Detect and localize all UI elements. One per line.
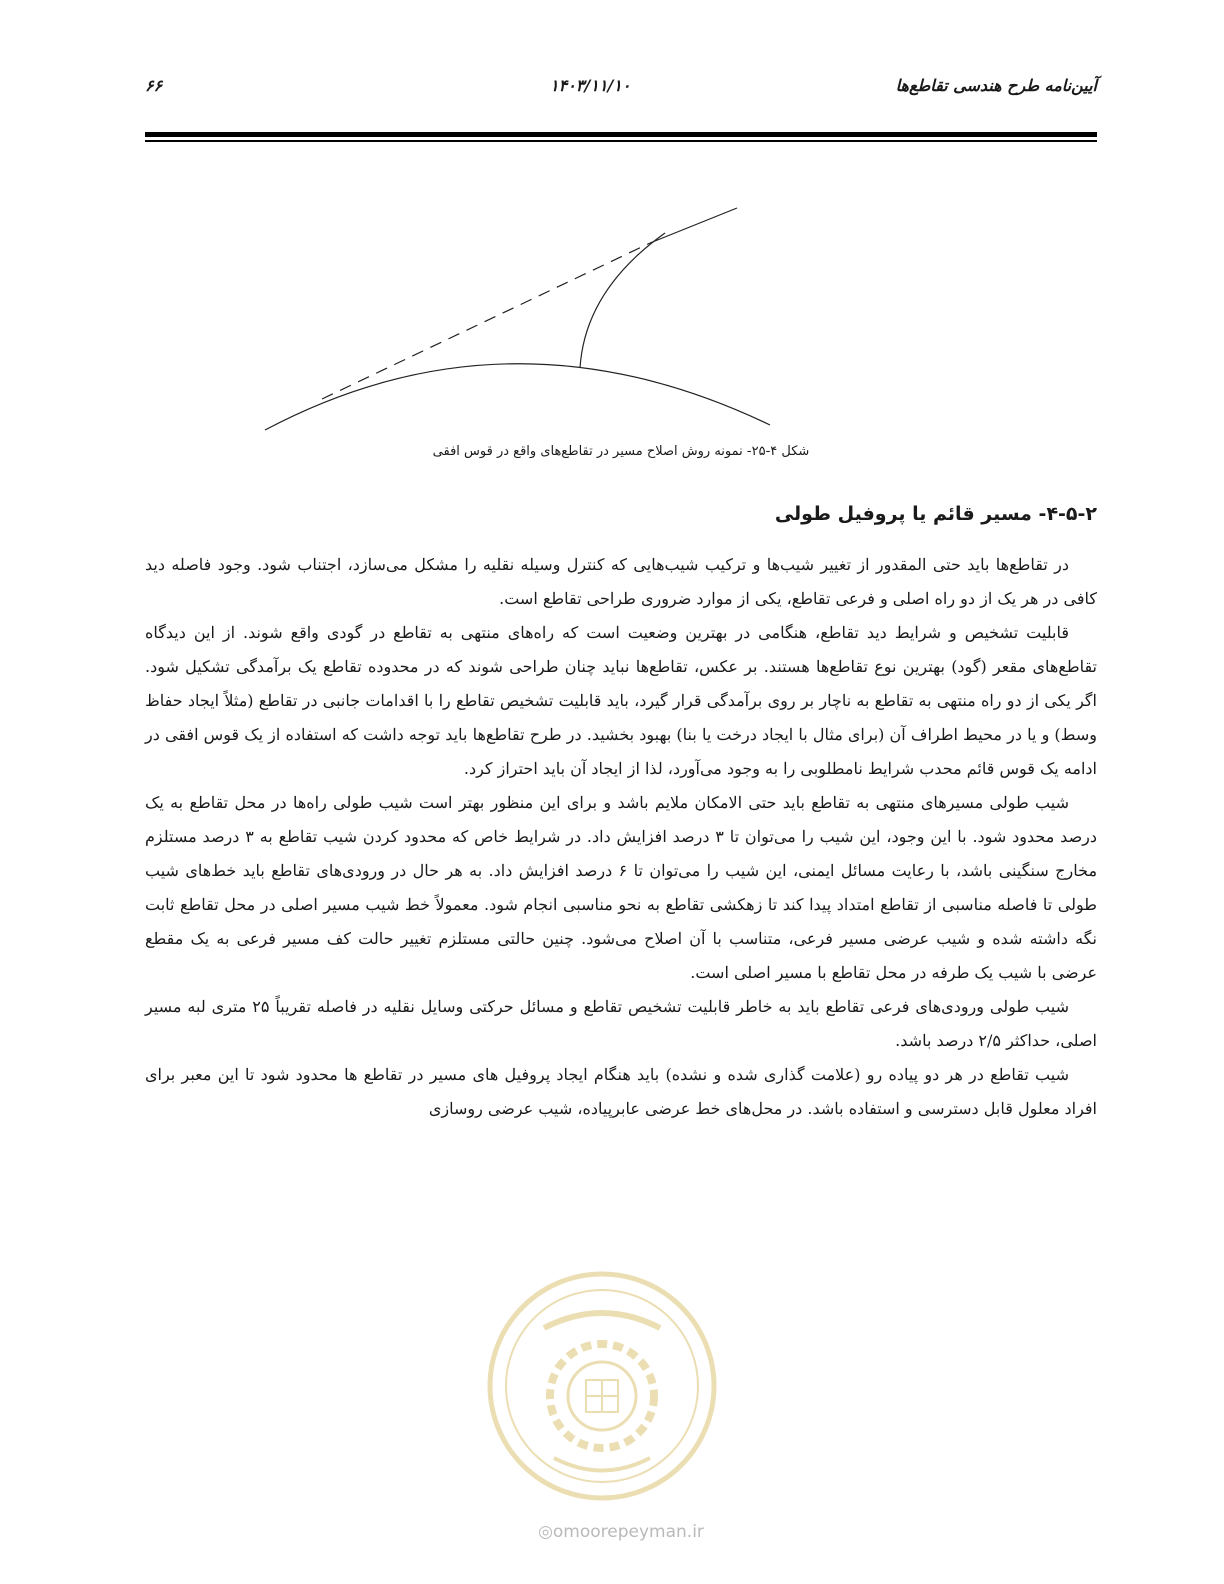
header-rule-thick (145, 132, 1097, 137)
watermark-seal-icon (484, 1268, 720, 1504)
curve-correction-figure (250, 200, 790, 440)
document-date: ۱۴۰۳/۱۱/۱۰ (550, 76, 631, 95)
paragraph: قابلیت تشخیص و شرایط دید تقاطع، هنگامی در بهترین وضعیت است که راه‌های منتهی به تقاطع در گودی واقع شوند. از این دیدگاه تقاطع‌های مقعر (گود) بهترین نوع تقاطع‌ها هستند. بر عکس، تقاطع‌ها نباید چنان طراحی شوند که در محدوده تقاطع یک برآمدگی تشکیل شود. اگر یکی از دو راه منتهی به تقاطع به ناچار بر روی برآمدگی قرار گیرد، باید قابلیت تشخیص تقاطع را با اقدامات جانبی در تقاطع (مثلاً ایجاد حفاظ وسط) و یا در محیط اطراف آن (برای مثال با ایجاد درخت یا بنا) بهبود بخشید. در طرح تقاطع‌ها باید توجه داشت که استفاده از یک قوس افقی در ادامه یک قوس قائم محدب شرایط نامطلوبی را به وجود می‌آورد، لذا از ایجاد آن باید احتراز کرد. (145, 623, 1097, 778)
corrected-approach-curve (580, 233, 665, 368)
main-road-line (650, 208, 737, 243)
paragraph: شیب تقاطع در هر دو پیاده رو (علامت گذاری شده و نشده) باید هنگام ایجاد پروفیل های مسیر در تقاطع ها محدود شود تا این معبر برای افراد معلول قابل دسترسی و استفاده باشد. در محل‌های خط عرضی عابرپیاده، شیب عرضی روسازی (145, 1065, 1097, 1118)
page-number: ۶۶ (145, 76, 163, 95)
globe-icon: ◎ (538, 1522, 553, 1542)
section-heading: ۴-۵-۲- مسیر قائم یا پروفیل طولی (774, 503, 1097, 525)
watermark-url (145, 1520, 1097, 1544)
figure-caption: شکل ۴-۲۵- نمونه روش اصلاح مسیر در تقاطع‌های واقع در قوس افقی (432, 444, 810, 459)
horizontal-curve-arc (265, 364, 770, 430)
document-title: آیین‌نامه طرح هندسی تقاطع‌ها (895, 76, 1097, 95)
paragraph: شیب طولی مسیرهای منتهی به تقاطع باید حتی الامکان ملایم باشد و برای این منظور بهتر است شیب طولی راه‌ها در محل تقاطع به یک درصد محدود شود. با این وجود، این شیب را می‌توان تا ۳ درصد افزایش داد. در شرایط خاص که محدود کردن شیب تقاطع به ۳ درصد مستلزم مخارج سنگینی باشد، با رعایت مسائل ایمنی، این شیب را می‌توان تا ۶ درصد افزایش داد. به هر حال در ورودی‌های تقاطع باید خط‌های شیب طولی تا فاصله مناسبی از تقاطع امتداد پیدا کند تا زهکشی تقاطع به نحو مناسبی انجام شود. معمولاً خط شیب مسیر اصلی در محل تقاطع ثابت نگه داشته شده و شیب عرضی مسیر فرعی، متناسب با آن اصلاح می‌شود. چنین حالتی مستلزم تغییر حالت کف مسیر فرعی به یک مقطع عرضی با شیب یک طرفه در محل تقاطع با مسیر اصلی است. (145, 793, 1098, 982)
paragraph: در تقاطع‌ها باید حتی المقدور از تغییر شیب‌ها و ترکیب شیب‌هایی که کنترل وسیله نقلیه را مشکل می‌سازد، اجتناب شود. وجود فاصله دید کافی در هر یک از دو راه اصلی و فرعی تقاطع، یکی از موارد ضروری طراحی تقاطع است. (145, 555, 1097, 608)
header-rule-thin (145, 140, 1097, 142)
body-text (145, 548, 1097, 1126)
paragraph: شیب طولی ورودی‌های فرعی تقاطع باید به خاطر قابلیت تشخیص تقاطع و مسائل حرکتی وسایل نقلیه در فاصله تقریباً ۲۵ متری لبه مسیر اصلی، حداکثر ۲/۵ درصد باشد. (145, 997, 1097, 1050)
watermark-site: omoorepeyman.ir (552, 1522, 704, 1542)
dashed-alignment-line (322, 243, 650, 399)
page-header (145, 72, 1097, 102)
